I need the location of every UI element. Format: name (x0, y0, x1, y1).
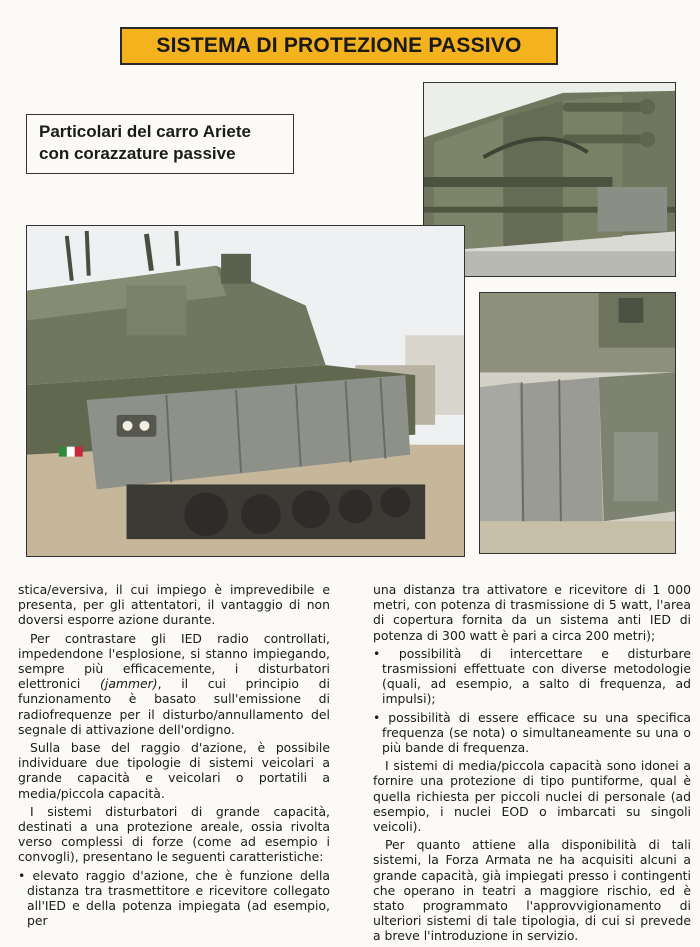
page-title: SISTEMA DI PROTEZIONE PASSIVO (120, 27, 558, 65)
text-column-left (18, 582, 330, 931)
caption-line-2: con corazzature passive (39, 144, 236, 163)
text-column-right (373, 582, 691, 947)
paragraph: Per quanto attiene alla disponibilità di tali sistemi, la Forza Armata ne ha acquisiti alcuni a grande capacità, già impiegati presso i contingenti che operano in teatri a maggiore rischio, ed è stato programmato l'approvvigionamento di ulteriori sistemi di tale tipologia, di cui si prevede a breve l'introduzione in servizio. (373, 837, 691, 944)
bullet-item: • elevato raggio d'azione, che è funzione della distanza tra trasmettitore e ricevitore collegato all'IED e della potenza impiegata (ad esempio, per (18, 867, 330, 929)
photo-armor-side (479, 292, 676, 554)
paragraph: I sistemi di media/piccola capacità sono idonei a fornire una protezione di tipo puntiforme, qual è quella richiesta per piccoli nuclei di personale (ad esempio, i nuclei EOD o imbarcati su singoli veicoli). (373, 758, 691, 835)
bullet-item: • possibilità di intercettare e disturbare trasmissioni effettuate con diverse metodologie (quali, ad esempio, a salto di frequenza, ad impulsi); (373, 645, 691, 707)
caption-line-1: Particolari del carro Ariete (39, 122, 251, 141)
photo-caption (26, 114, 294, 174)
photo-tank-main (26, 225, 465, 557)
paragraph: stica/eversiva, il cui impiego è imprevedibile e presenta, per gli attentatori, il vantaggio di non doversi esporre azione durante. (18, 582, 330, 628)
paragraph: I sistemi disturbatori di grande capacità, destinati a una protezione areale, ossia rivolta verso complessi di forze (come ad esempio i convogli), presentano le seguenti caratteristiche: (18, 803, 330, 865)
jammer-term: (jammer) (100, 676, 158, 692)
text-run: , il cui principio di funzionamento è basato sull'emissione di radiofrequenze per il disturbo/annullamento del segnale di attivazione dell'ordigno. (18, 676, 330, 737)
paragraph: una distanza tra attivatore e ricevitore di 1 000 metri, con potenza di trasmissione di 5 watt, l'area di copertura fornita da un sistema anti IED di potenza di 300 watt è pari a circa 200 metri); (373, 582, 691, 643)
bullet-item: • possibilità di essere efficace su una specifica frequenza (se nota) o simultaneamente su una o più bande di frequenza. (373, 709, 691, 756)
text-run: Per contrastare gli IED radio controllati, impedendone l'esplosione, si stanno impiegando, sempre più efficacemente, i disturbatori elettronici (18, 630, 330, 692)
paragraph: Sulla base del raggio d'azione, è possibile individuare due tipologie di sistemi veicolari a grande capacità e veicolari o portatili a media/piccola capacità. (18, 740, 330, 801)
paragraph-jammer (18, 631, 330, 737)
